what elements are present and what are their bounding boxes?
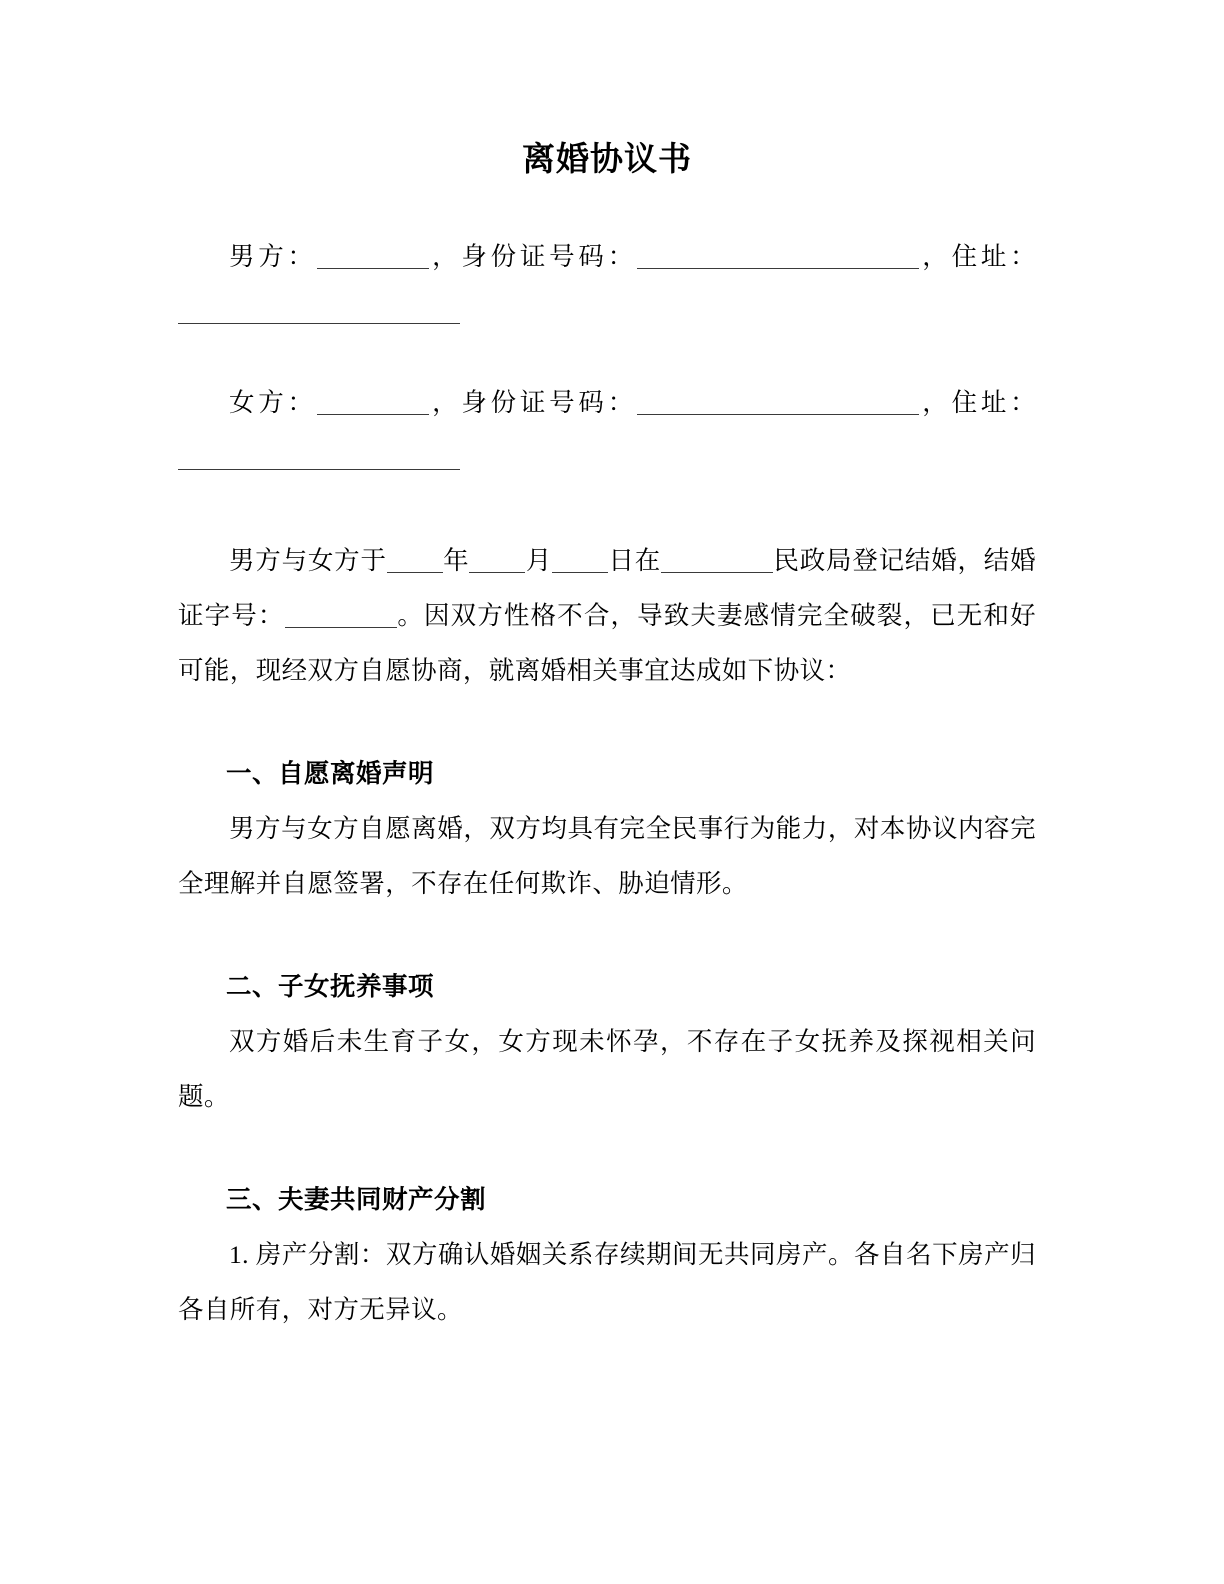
section-body-1: 男方与女方自愿离婚，双方均具有完全民事行为能力，对本协议内容完全理解并自愿签署，不存在任何欺诈、胁迫情形。 (178, 814, 1036, 899)
page-title: 离婚协议书 (522, 142, 692, 178)
party-line-wife (178, 375, 1036, 485)
section-body-2: 双方婚后未生育子女，女方现未怀孕，不存在子女抚养及探视相关问题。 (178, 1027, 1036, 1112)
wife-id-blank[interactable] (637, 386, 919, 415)
spacer-before-section-2 (178, 911, 1036, 959)
preamble-paragraph (178, 533, 1036, 698)
wife-address-label: ，住址： (918, 388, 1036, 418)
day-unit-label: 日在 (608, 546, 662, 576)
section-body-3-item-1: 1. 房产分割：双方确认婚姻关系存续期间无共同房产。各自名下房产归各自所有，对方无异议。 (178, 1240, 1036, 1325)
husband-id-blank[interactable] (637, 240, 919, 269)
party-line-husband (178, 229, 1036, 339)
marriage-month-blank[interactable] (469, 544, 525, 573)
wife-address-blank[interactable] (178, 441, 460, 470)
document-body (178, 0, 1036, 1337)
wife-role-label: 女方： (229, 388, 317, 418)
preamble-segment-1: 男方与女方于 (229, 546, 387, 576)
spacer-before-section-3 (178, 1124, 1036, 1172)
husband-role-label: 男方： (229, 242, 317, 272)
month-unit-label: 月 (525, 546, 553, 576)
civil-affairs-bureau-blank[interactable] (661, 544, 773, 573)
preamble-segment-3: 。因双方性格不合，导致夫妻感情完全破裂，已无和好可能，现经双方自愿协商，就离婚相关事宜达成如下协议： (178, 601, 1036, 686)
marriage-year-blank[interactable] (387, 544, 443, 573)
spacer-after-title (178, 181, 1036, 229)
spacer-before-preamble (178, 485, 1036, 533)
husband-address-blank[interactable] (178, 295, 460, 324)
husband-address-label: ，住址： (918, 242, 1036, 272)
spacer-between-parties (178, 339, 1036, 375)
husband-name-blank[interactable] (317, 240, 429, 269)
wife-id-label: ，身份证号码： (428, 388, 637, 418)
year-unit-label: 年 (442, 546, 470, 576)
husband-id-label: ，身份证号码： (428, 242, 637, 272)
section-heading-1: 一、自愿离婚声明 (226, 759, 435, 789)
preamble-segment-2: 民政局登记结婚，结婚证字号： (178, 546, 1036, 631)
section-heading-3: 三、夫妻共同财产分割 (226, 1185, 487, 1215)
marriage-certificate-no-blank[interactable] (285, 599, 397, 628)
section-heading-2: 二、子女抚养事项 (226, 972, 435, 1002)
marriage-day-blank[interactable] (552, 544, 608, 573)
wife-name-blank[interactable] (317, 386, 429, 415)
spacer-before-section-1 (178, 698, 1036, 746)
